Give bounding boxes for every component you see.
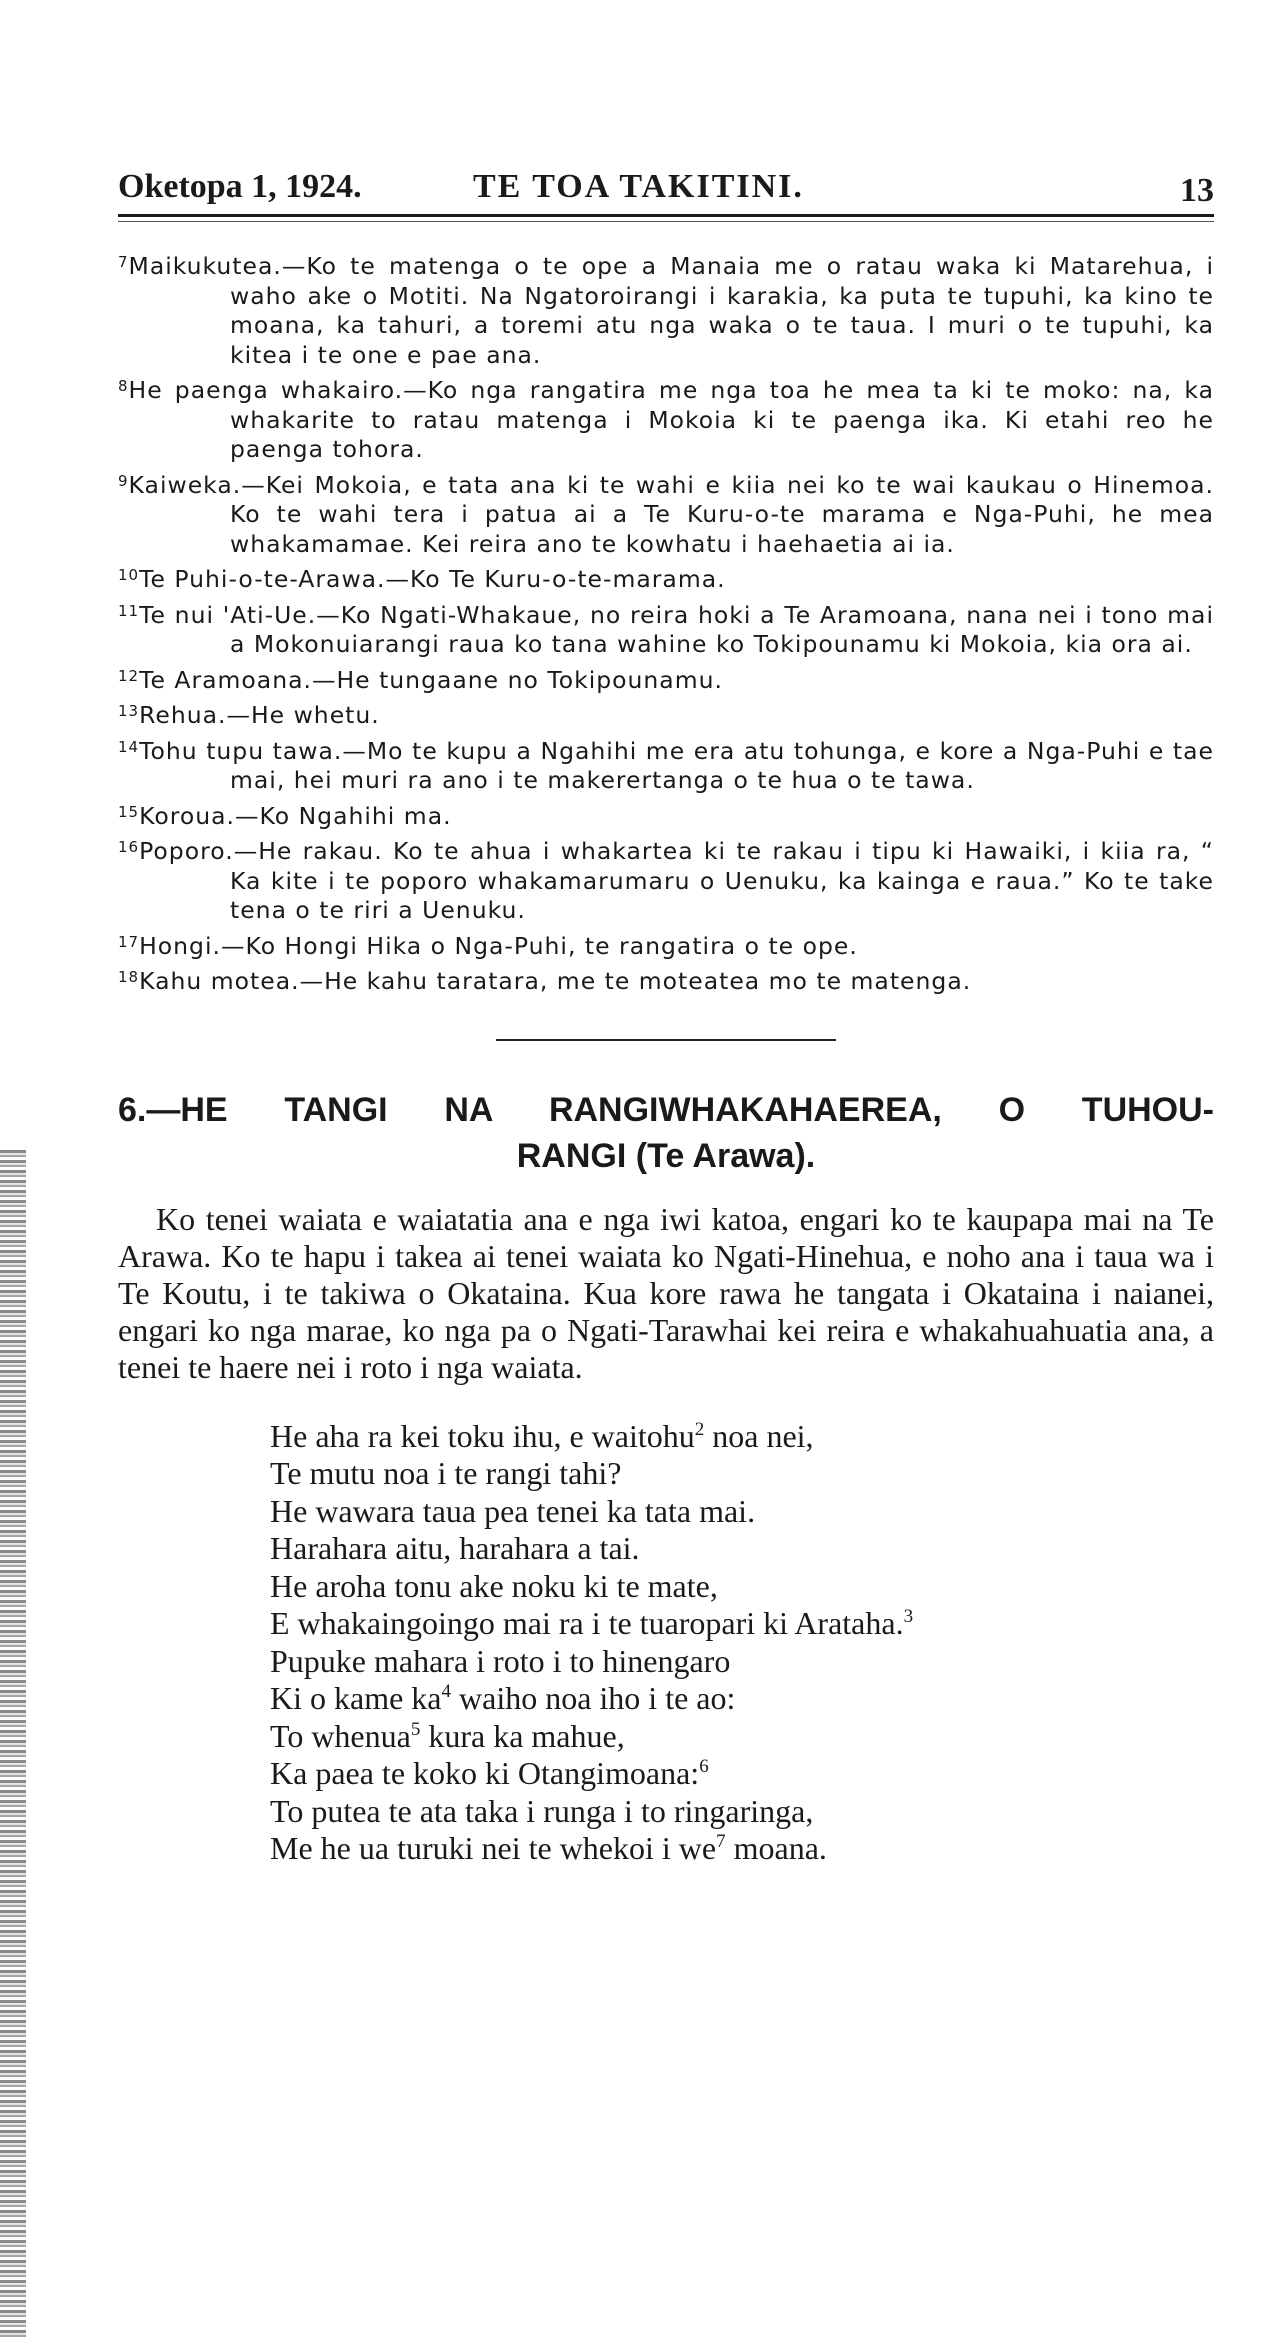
section-divider <box>496 1039 836 1041</box>
verse-line: He aroha tonu ake noku ki te mate, <box>270 1567 718 1604</box>
footnote-term: Te nui 'Ati-Ue. <box>139 600 317 629</box>
footnote-term: Maikukutea. <box>128 252 282 280</box>
footnote-number: 12 <box>118 666 140 685</box>
footnote-text: —He rakau. Ko te ahua i whakartea ki te rakau i tipu ki Hawaiki, i kiia ra, “ Ka kite i te poporo whakamarumaru o Uenuku, ka kainga e raua.” Ko te take tena o te riri a Uenuku. <box>230 837 1214 924</box>
footnote <box>118 737 1214 796</box>
footnote-number: 14 <box>118 737 140 756</box>
footnote <box>118 565 1214 595</box>
scan-binding-edge <box>0 1150 26 2340</box>
verse-line: Harahara aitu, harahara a tai. <box>270 1530 640 1566</box>
footnote <box>118 666 1214 696</box>
footnote-term: Rehua. <box>139 701 227 729</box>
verse-line: To putea te ata taka i runga i to ringaringa, <box>270 1792 814 1829</box>
footnote-number: 17 <box>118 932 140 951</box>
footnote-number: 10 <box>118 566 140 584</box>
footnote-text: —Ko Ngahihi ma. <box>235 801 452 830</box>
footnote-text: —Kei Mokoia, e tata ana ki te wahi e kiia nei ko te wai kaukau o Hinemoa. Ko te wahi tera i patua ai a Te Kuru-o-te marama e Nga-Puhi, he mea whakamamae. Kei reira ano te kowhatu i haehaetia ai ia. <box>230 470 1214 558</box>
footnote-text: —Ko Hongi Hika o Nga-Puhi, te rangatira o te ope. <box>220 931 858 960</box>
footnote <box>118 471 1214 560</box>
section-heading <box>118 1087 1214 1179</box>
journal-title: TE TOA TAKITINI. <box>473 168 804 205</box>
footnote <box>118 932 1214 962</box>
footnote-term: Te Puhi-o-te-Arawa. <box>139 565 386 593</box>
footnote-number: 18 <box>118 968 140 986</box>
footnote-number: 9 <box>118 471 129 490</box>
section-heading-line-1: 6.—HE TANGI NA RANGIWHAKAHAEREA, O TUHOU- <box>118 1090 1214 1129</box>
page <box>118 160 1214 1868</box>
header-date: Oketopa 1, 1924. <box>118 168 362 205</box>
footnote <box>118 701 1214 731</box>
footnote-term: Te Aramoana. <box>139 665 312 694</box>
footnote-marker: 5 <box>410 1718 421 1740</box>
verse-line: Te mutu noa i te rangi tahi? <box>270 1455 622 1491</box>
footnote-text: —He kahu taratara, me te moteatea mo te matenga. <box>299 967 972 995</box>
footnote-marker: 3 <box>903 1606 914 1627</box>
verse-line: Ki o kame $ka^4$ waiho noa iho i te ao: <box>270 1680 736 1716</box>
header-rule-thin <box>118 221 1214 222</box>
verse-line: Pupuke mahara i roto i to hinengaro <box>270 1642 731 1679</box>
verse-line: E whakaingoingo mai ra i te tuaropari ki Arataha.$^3$ <box>270 1605 914 1641</box>
section-heading-line-2: RANGI (Te Arawa). <box>516 1136 816 1175</box>
verse-line: He aha ra kei toku ihu, e waitohu$^2$ noa nei, <box>270 1417 814 1454</box>
verse-line: He wawara taua pea tenei ka tata mai. <box>270 1492 756 1529</box>
waiata-verse <box>118 1418 1214 1868</box>
footnotes <box>118 252 1214 997</box>
footnote <box>118 967 1214 997</box>
footnote <box>118 837 1214 926</box>
footnote-term: Hongi. <box>139 931 221 960</box>
footnote-number: 15 <box>118 802 140 821</box>
footnote-text: —He whetu. <box>226 701 380 729</box>
footnote-text: —Ko Te Kuru-o-te-marama. <box>385 565 726 593</box>
footnote <box>118 802 1214 832</box>
intro-paragraph: Ko tenei waiata e waiatatia ana e nga iwi katoa, engari ko te kaupapa mai na Te Arawa. Ko te hapu i takea ai tenei waiata ko Ngati-Hinehua, e noho ana i taua wa i Te Koutu, i te takiwa o Okataina. Kua kore rawa he tangata i Okataina i naianei, engari ko nga marae, ko nga pa o Ngati-Tarawhai kei reira e whakahuahuatia ana, a tenei te haere nei i roto i nga waiata. <box>118 1200 1214 1385</box>
footnote-number: 11 <box>118 601 140 620</box>
footnote-term: Koroua. <box>139 801 235 830</box>
footnote-text: —Ko nga rangatira me nga toa he mea ta ki te moko: na, ka whakarite to ratau matenga i Mokoia ki te paenga ika. Ki etahi reo he paenga tohora. <box>230 376 1214 463</box>
footnote-term: Kaiweka. <box>128 470 242 499</box>
footnote-marker: 7 <box>716 1831 726 1852</box>
footnote <box>118 252 1214 370</box>
page-number: 13 <box>1180 172 1214 209</box>
footnote-marker: 4 <box>441 1681 451 1702</box>
footnote-term: Kahu motea. <box>139 967 300 995</box>
footnote-number: 16 <box>118 838 140 856</box>
footnote-number: 13 <box>118 702 140 720</box>
footnote-text: —Ko Ngati-Whakaue, no reira hoki a Te Aramoana, nana nei i tono mai a Mokonuiarangi raua ko tana wahine ko Tokipounamu ki Mokoia, kia ora ai. <box>230 600 1214 658</box>
footnote-number: 8 <box>118 377 129 395</box>
footnote-number: 7 <box>118 253 129 271</box>
footnote-text: —Ko te matenga o te ope a Manaia me o ratau waka ki Matarehua, i waho ake o Motiti. Na Ngatoroirangi i karakia, ka puta te tupuhi, ka kino te moana, ka tahuri, a toremi atu nga waka o te taua. I muri o te tupuhi, ka kitea i te one e pae ana. <box>230 252 1214 369</box>
footnote-text: —He tungaane no Tokipounamu. <box>311 665 723 694</box>
footnote-term: He paenga whakairo. <box>128 376 404 404</box>
verse-line: Ka paea te koko ki Otangimoana:$^6$ <box>270 1755 709 1791</box>
header-rule <box>118 214 1214 217</box>
footnote-text: —Mo te kupu a Ngahihi me era atu tohunga, e kore a Nga-Puhi e tae mai, hei muri ra ano i te makerertanga o te hua o te tawa. <box>230 736 1214 794</box>
footnote-term: Tohu tupu tawa. <box>139 736 343 765</box>
verse-line: Me he ua turuki nei te whekoi i $we^7$ moana. <box>270 1830 827 1866</box>
footnote <box>118 601 1214 660</box>
footnote-term: Poporo. <box>139 837 234 865</box>
verse-line: To whenua$^5$ kura ka mahue, <box>270 1717 625 1754</box>
footnote-marker: 6 <box>699 1756 709 1777</box>
running-header <box>118 160 1214 210</box>
footnote <box>118 376 1214 465</box>
footnote-marker: 2 <box>694 1418 705 1440</box>
